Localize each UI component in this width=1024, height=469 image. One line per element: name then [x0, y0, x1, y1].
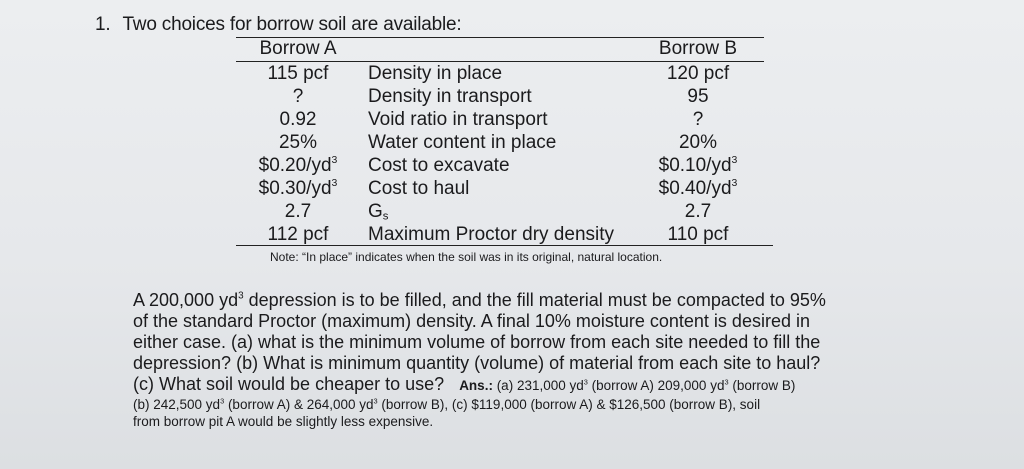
problem-statement — [133, 290, 933, 430]
row-gs-b: 2.7 — [684, 201, 712, 222]
row-density-in-place-b: 120 pcf — [666, 63, 730, 84]
row-cost-haul-b: $\$0.40/yd^3$ — [658, 178, 738, 199]
problem-line-1: A 200,000 $yd^3$ depression is to be filled, and the fill material must be compacted to 95% — [133, 290, 826, 310]
answer-line-2: (b) 242,500 $yd^3$ (borrow A) & 264,000 $yd^3$ (borrow B), (c) $119,000 (borrow A) & $126,500 (borrow B), soil — [133, 396, 761, 412]
problem-line-2: of the standard Proctor (maximum) density. A final 10% moisture content is desired in — [133, 311, 810, 331]
row-density-in-transport-a: ? — [292, 86, 304, 107]
row-cost-excavate-a: $\$0.20/yd^3$ — [258, 155, 338, 176]
table-header-rule — [236, 61, 764, 62]
problem-line-4: depression? (b) What is minimum quantity (volume) of material from each site to haul? — [133, 353, 821, 373]
header-borrow-b: Borrow B — [658, 38, 738, 59]
row-void-ratio-label: Void ratio in transport — [368, 109, 548, 130]
answer-line-3: from borrow pit A would be slightly less expensive. — [133, 414, 434, 429]
problem-number: 1. — [95, 14, 111, 35]
row-max-proctor-a: 112 pcf — [267, 224, 329, 245]
row-gs-label: $G_s$ — [368, 201, 389, 223]
row-cost-excavate-label: Cost to excavate — [368, 155, 510, 176]
problem-line-5: (c) What soil would be cheaper to use? Ans.: (a) 231,000 $yd^3$ (borrow A) 209,000 $yd^3$ (borrow B) — [133, 374, 796, 394]
row-max-proctor-label: Maximum Proctor dry density — [368, 224, 615, 245]
row-cost-haul-a: $\$0.30/yd^3$ — [258, 178, 338, 199]
row-void-ratio-b: ? — [692, 109, 704, 130]
row-gs-a: 2.7 — [284, 201, 312, 222]
table-note: Note: “In place” indicates when the soil was in its original, natural location. — [270, 250, 663, 264]
row-density-in-transport-label: Density in transport — [368, 86, 532, 107]
row-density-in-place-label: Density in place — [368, 63, 503, 84]
problem-heading — [95, 14, 462, 36]
row-water-content-b: 20% — [678, 132, 718, 153]
row-cost-excavate-b: $\$0.10/yd^3$ — [658, 155, 738, 176]
row-density-in-transport-b: 95 — [687, 86, 709, 107]
row-void-ratio-a: 0.92 — [279, 109, 317, 130]
answer-label: Ans.: — [459, 378, 493, 393]
row-density-in-place-a: 115 pcf — [267, 63, 329, 84]
row-max-proctor-b: 110 pcf — [667, 224, 729, 245]
row-water-content-label: Water content in place — [368, 132, 557, 153]
row-cost-haul-label: Cost to haul — [368, 178, 470, 199]
row-water-content-a: 25% — [278, 132, 318, 153]
heading-text: Two choices for borrow soil are available: — [122, 14, 462, 35]
problem-line-3: either case. (a) what is the minimum volume of borrow from each site needed to fill the — [133, 332, 821, 352]
header-borrow-a: Borrow A — [259, 38, 337, 59]
